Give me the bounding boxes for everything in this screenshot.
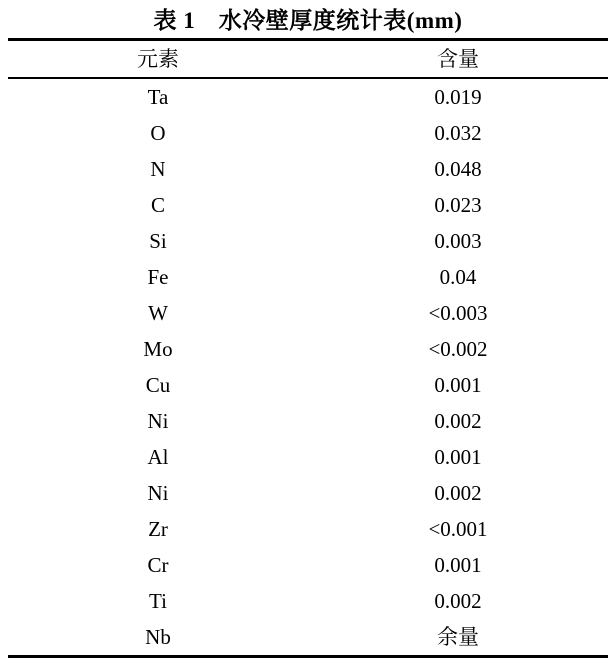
content-cell: 余量 [437, 624, 479, 649]
table-header-row [8, 41, 608, 77]
table-row [8, 619, 608, 655]
table-row [8, 223, 608, 259]
content-cell: <0.002 [428, 336, 488, 361]
table-row [8, 79, 608, 115]
element-cell: Ta [147, 84, 169, 109]
table-row [8, 547, 608, 583]
column-header-element: 元素 [137, 47, 179, 71]
element-content-table [8, 38, 608, 658]
table-row [8, 367, 608, 403]
content-cell: 0.002 [434, 480, 482, 505]
content-cell: 0.023 [434, 192, 482, 217]
element-cell: C [150, 192, 165, 217]
element-cell: Mo [143, 336, 173, 361]
element-cell: Ni [147, 408, 169, 433]
content-cell: <0.001 [428, 516, 488, 541]
element-cell: Cu [145, 372, 171, 397]
element-cell: Si [149, 228, 167, 253]
element-cell: O [150, 120, 166, 145]
table-row [8, 475, 608, 511]
table-row [8, 439, 608, 475]
table-row [8, 295, 608, 331]
content-cell: 0.019 [434, 84, 482, 109]
element-cell: Ni [147, 480, 169, 505]
column-header-content: 含量 [437, 47, 479, 71]
content-cell: 0.04 [439, 264, 477, 289]
content-cell: 0.048 [434, 156, 482, 181]
content-cell: <0.003 [428, 300, 488, 325]
element-cell: Zr [148, 516, 168, 541]
table-title: 表 1 水冷壁厚度统计表(mm) [153, 8, 463, 33]
table-row [8, 331, 608, 367]
table-row [8, 259, 608, 295]
content-cell: 0.003 [434, 228, 482, 253]
element-cell: Nb [145, 624, 171, 649]
element-cell: Al [147, 444, 169, 469]
content-cell: 0.002 [434, 588, 482, 613]
content-cell: 0.001 [434, 372, 482, 397]
table-row [8, 403, 608, 439]
content-cell: 0.032 [434, 120, 482, 145]
element-cell: Fe [147, 264, 169, 289]
table-row [8, 511, 608, 547]
element-cell: Cr [147, 552, 169, 577]
element-cell: W [148, 300, 168, 325]
content-cell: 0.001 [434, 552, 482, 577]
table-row [8, 187, 608, 223]
table-row [8, 583, 608, 619]
element-cell: Ti [149, 588, 167, 613]
table-bottom-rule [8, 655, 608, 658]
element-cell: N [150, 156, 166, 181]
table-row [8, 115, 608, 151]
content-cell: 0.001 [434, 444, 482, 469]
content-cell: 0.002 [434, 408, 482, 433]
table-row [8, 151, 608, 187]
